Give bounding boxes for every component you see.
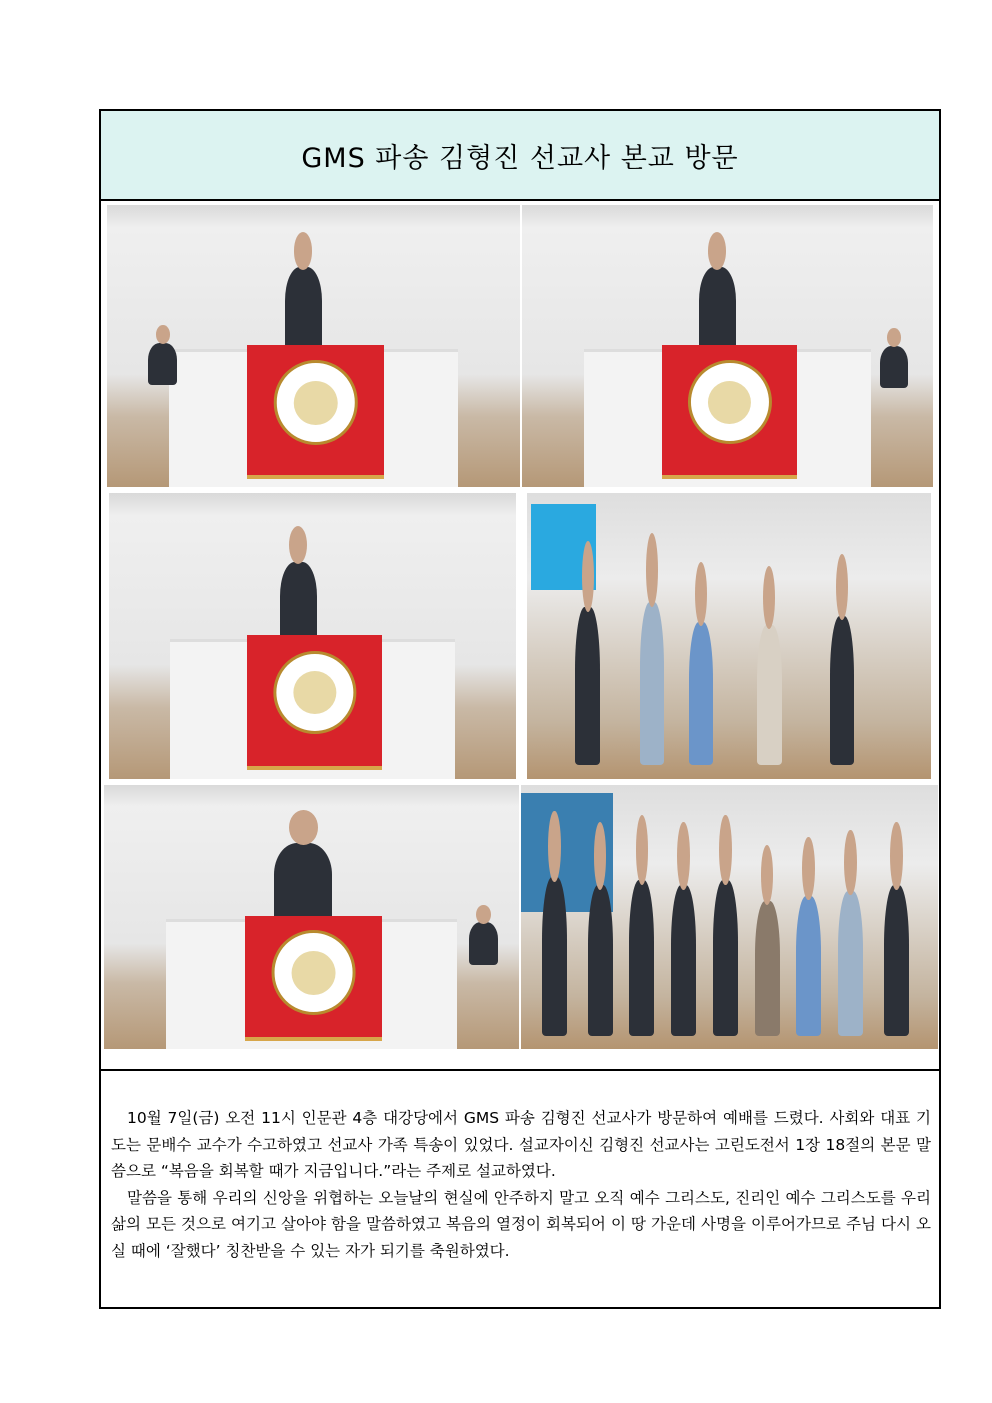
title-row <box>101 111 939 201</box>
photo-family-special-song <box>527 493 931 779</box>
page-title: GMS 파송 김형진 선교사 본교 방문 <box>301 142 739 174</box>
photo-preacher-1 <box>107 205 520 487</box>
photo-group <box>521 785 938 1049</box>
photo-grid <box>101 201 939 1071</box>
photo-preacher-2 <box>522 205 933 487</box>
photo-preacher-3 <box>109 493 516 779</box>
article-body <box>101 1071 939 1264</box>
paragraph: 10월 7일(금) 오전 11시 인문관 4층 대강당에서 GMS 파송 김형진 선교사가 방문하여 예배를 드렸다. 사회와 대표 기도는 문배수 교수가 수고하였고 선교사 가족 특송이 있었다. 설교자이신 김형진 선교사는 고린도전서 1장 18절의 본문 말씀으로 “복음을 회복할 때가 지금입니다.”라는 주제로 설교하였다. <box>111 1109 931 1180</box>
document-frame <box>99 109 941 1309</box>
paragraph: 말씀을 통해 우리의 신앙을 위협하는 오늘날의 현실에 안주하지 말고 오직 예수 그리스도, 진리인 예수 그리스도를 우리 삶의 모든 것으로 여기고 살아야 함을 말씀하였고 복음의 열정이 회복되어 이 땅 가운데 사명을 이루어가므로 주님 다시 오실 때에 ‘잘했다’ 칭찬받을 수 있는 자가 되기를 축원하였다. <box>111 1188 931 1260</box>
photo-preacher-blessing <box>104 785 519 1049</box>
